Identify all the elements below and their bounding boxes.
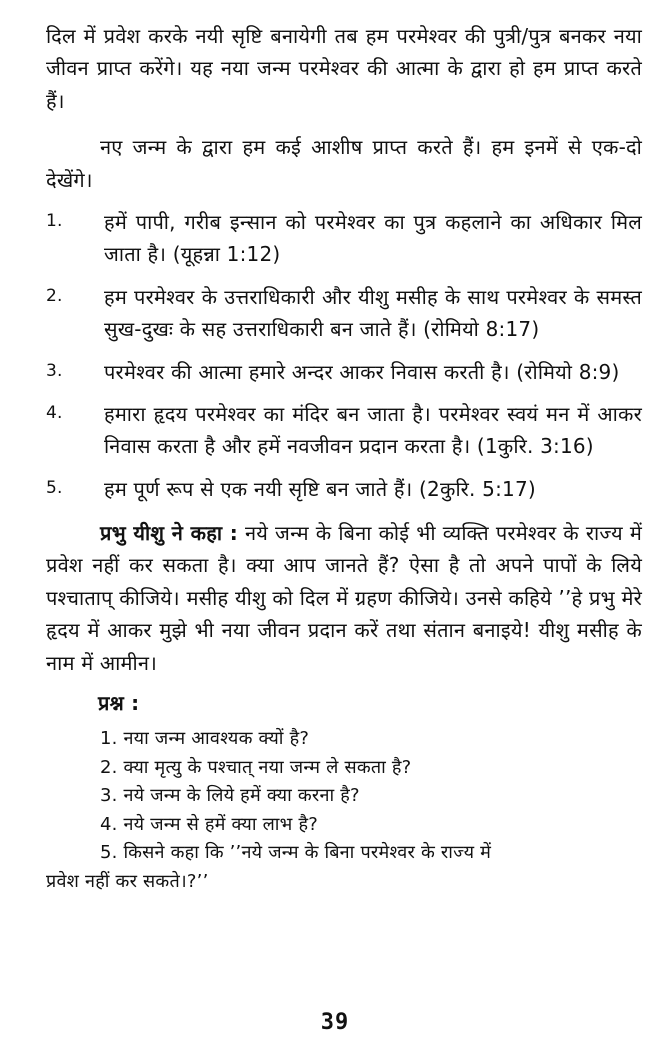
list-item-number: 5. (46, 477, 63, 498)
list-item (46, 281, 642, 346)
question-5-lead: 5. किसने कहा कि ’’नये जन्म के बिना परमेश्वर के राज्य में (100, 842, 492, 864)
list-item-text: परमेश्वर की आत्मा हमारे अन्दर आकर निवास करती है। (रोमियो 8:9) (104, 359, 620, 384)
questions-list (46, 725, 642, 896)
list-item (46, 356, 642, 388)
page-number: 39 (320, 1010, 350, 1035)
question-item: 2. क्या मृत्यु के पश्चात् नया जन्म ले सकता है? (100, 756, 412, 778)
list-item-text: हम परमेश्वर के उत्तराधिकारी और यीशु मसीह के साथ परमेश्वर के समस्त सुख-दुखः के सह उत्तराधिकारी बन जाते हैं। (रोमियो 8:17) (104, 284, 642, 342)
list-item-number: 2. (46, 285, 63, 306)
list-item-number: 1. (46, 210, 63, 231)
list-item-number: 4. (46, 402, 63, 423)
list-item (46, 206, 642, 271)
questions-heading: प्रश्न : (98, 691, 140, 716)
question-item: 1. नया जन्म आवश्यक क्यों है? (100, 728, 310, 750)
closing-paragraph (46, 517, 642, 679)
list-item-text: हमें पापी, गरीब इन्सान को परमेश्वर का पुत्र कहलाने का अधिकार मिल जाता है। (यूहन्ना 1:12) (104, 209, 642, 267)
intro-paragraph-2: नए जन्म के द्वारा हम कई आशीष प्राप्त करते हैं। हम इनमें से एक-दो देखेंगे। (46, 135, 642, 192)
list-item-number: 3. (46, 360, 63, 381)
list-item-text: हमारा हृदय परमेश्वर का मंदिर बन जाता है। परमेश्वर स्वयं मन में आकर निवास करता है और हमें नवजीवन प्रदान करता है। (1कुरि. 3:16) (104, 401, 642, 459)
list-item (46, 473, 642, 505)
question-item (46, 839, 642, 896)
page-content (46, 20, 642, 896)
list-item-text: हम पूर्ण रूप से एक नयी सृष्टि बन जाते हैं। (2कुरि. 5:17) (104, 476, 536, 501)
closing-lead: प्रभु यीशु ने कहा : (100, 521, 238, 546)
list-item (46, 398, 642, 463)
intro-paragraph-1: दिल में प्रवेश करके नयी सृष्टि बनायेगी तब हम परमेश्वर की पुत्री/पुत्र बनकर नया जीवन प्राप्त करेंगे। यह नया जन्म परमेश्वर की आत्मा के द्वारा हो हम प्राप्त करते हैं। (46, 24, 642, 113)
question-item: 3. नये जन्म के लिये हमें क्या करना है? (100, 785, 360, 807)
blessings-list (46, 206, 642, 505)
question-5-rest: प्रवेश नहीं कर सकते।?’’ (46, 870, 209, 892)
closing-text: नये जन्म के बिना कोई भी व्यक्ति परमेश्वर के राज्य में प्रवेश नहीं कर सकता है। क्या आप जानते हैं? ऐसा है तो अपने पापों के लिये पश्चाताप् कीजिये। मसीह यीशु को दिल में ग्रहण कीजिये। उनसे कहिये ’’हे प्रभु मेरे हृदय में आकर मुझे भी नया जीवन प्रदान करें तथा संतान बनाइये! यीशु मसीह के नाम में आमीन। (46, 521, 642, 675)
question-item: 4. नये जन्म से हमें क्या लाभ है? (100, 813, 318, 835)
